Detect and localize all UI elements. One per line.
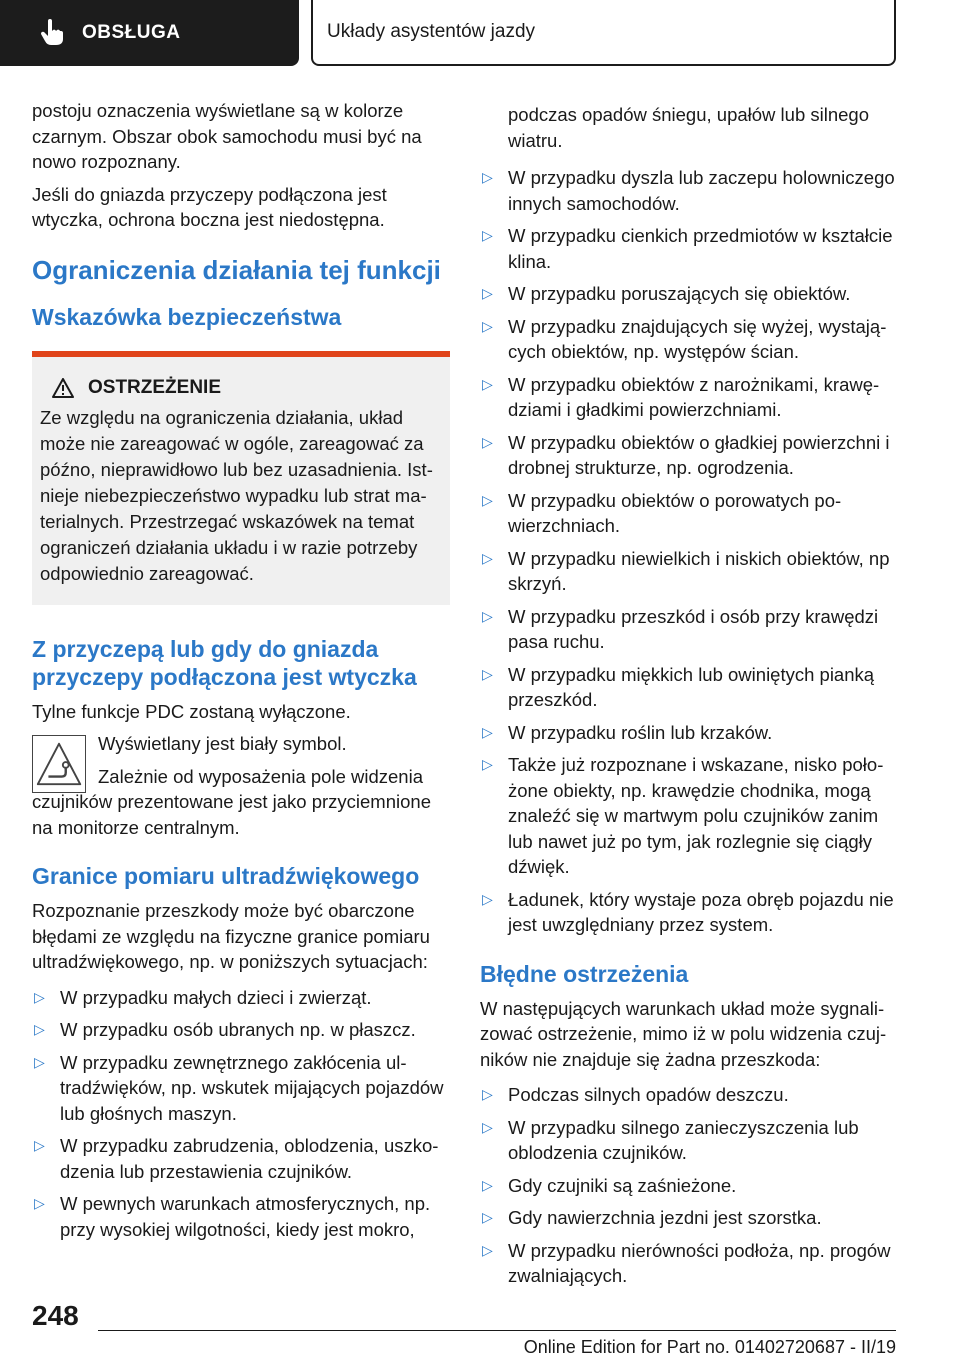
footer-divider bbox=[98, 1330, 896, 1331]
triangle-marker-icon: ▷ bbox=[482, 607, 493, 624]
ultrasonic-text: Rozpoznanie przeszkody może być obarczone błędami ze względu na fizyczne granice pomiaru ultradźwiękowego, np. w poniższych sytuacjach: bbox=[32, 900, 430, 972]
triangle-marker-icon: ▷ bbox=[482, 1241, 493, 1258]
symbol-text-2: Zależnie od wyposażenia pole widzenia czujników prezentowane jest jako przyciemnione na monitorze centralnym. bbox=[32, 765, 431, 838]
list-item: ▷ Ładunek, który wystaje poza obręb pojazdu nie jest uwzględniany przez system. bbox=[482, 888, 894, 935]
list-item: ▷ W przypadku silnego zanieczyszczenia lub oblodzenia czujników. bbox=[482, 1116, 859, 1163]
triangle-marker-icon: ▷ bbox=[34, 1137, 45, 1153]
list-item: ▷ Podczas silnych opadów deszczu. bbox=[480, 1082, 898, 1108]
false-warnings-text: W następujących warunkach układ może sygnalizować ostrzeżenie, mimo iż w polu widzenia czujników nie znajduje się żadna przeszkoda: bbox=[480, 997, 887, 1070]
list-item: ▷ W przypadku przeszkód i osób przy krawędzi pasa ruchu. bbox=[482, 605, 879, 652]
triangle-marker-icon: ▷ bbox=[482, 1209, 493, 1225]
chapter-title: Układy asystentów jazdy bbox=[311, 0, 896, 66]
list-item: ▷ W przypadku poruszających się obiektów. bbox=[480, 281, 898, 307]
list-item: ▷ W przypadku obiektów o porowatych powierzchniach. bbox=[482, 489, 842, 536]
triangle-marker-icon: ▷ bbox=[482, 1086, 493, 1102]
triangle-marker-icon: ▷ bbox=[482, 549, 493, 566]
triangle-marker-icon: ▷ bbox=[482, 317, 493, 334]
triangle-marker-icon: ▷ bbox=[482, 491, 493, 508]
list-item: ▷ Także już rozpoznane i wskazane, nisko położone obiekty, np. krawędzie chodnika, mogą znaleźć się w martwym polu czujników zanim lub nawet już po tym, jak rozlegnie się ciągły dźwięk. bbox=[482, 754, 884, 877]
continued-text: podczas opadów śniegu, upałów lub silnego wiatru. bbox=[508, 104, 870, 151]
triangle-marker-icon: ▷ bbox=[482, 285, 493, 301]
triangle-marker-icon: ▷ bbox=[34, 1021, 45, 1037]
list-item: ▷ W przypadku zewnętrznego zakłócenia ultradźwięków, np. wskutek mijających pojazdów lub głośnych maszyn. bbox=[34, 1051, 444, 1124]
list-item: ▷ W przypadku obiektów z narożnikami, krawędziami i gładkimi powierzchniami. bbox=[482, 373, 880, 420]
triangle-marker-icon: ▷ bbox=[482, 1176, 493, 1193]
heading-limits: Ograniczenia działania tej funkcji bbox=[32, 254, 441, 285]
triangle-marker-icon: ▷ bbox=[482, 1118, 493, 1135]
list-item: ▷ W przypadku obiektów o gładkiej powierzchni i drobnej strukturze, np. ogrodzenia. bbox=[482, 431, 890, 478]
section-title: OBSŁUGA bbox=[82, 22, 181, 43]
triangle-marker-icon: ▷ bbox=[482, 723, 493, 740]
false-warnings-list bbox=[480, 1082, 898, 1289]
warning-title: OSTRZEŻENIE bbox=[88, 376, 222, 398]
triangle-marker-icon: ▷ bbox=[482, 665, 493, 682]
list-item: ▷ W przypadku cienkich przedmiotów w kształcie klina. bbox=[482, 225, 893, 272]
hand-pointer-icon bbox=[40, 19, 64, 47]
list-item: ▷ W przypadku osób ubranych np. w płaszcz. bbox=[32, 1017, 450, 1043]
right-column bbox=[480, 102, 898, 1296]
warning-header bbox=[40, 377, 438, 399]
list-item: ▷ W przypadku małych dzieci i zwierząt. bbox=[32, 985, 450, 1011]
edition-text: Online Edition for Part no. 01402720687 - II/19 bbox=[523, 1337, 896, 1357]
triangle-marker-icon: ▷ bbox=[482, 433, 493, 450]
triangle-marker-icon: ▷ bbox=[482, 227, 493, 243]
list-item: ▷ W pewnych warunkach atmosferycznych, np. przy wysokiej wilgotności, kiedy jest mokro, bbox=[34, 1193, 431, 1240]
section-tab bbox=[0, 0, 299, 66]
warning-text: Ze względu na ograniczenia działania, układ może nie zareagować w ogóle, zareagować za późno, nieprawidłowo lub bez uzasadnienia. Istnieje niebezpieczeństwo wypadku lub strat materialnych. Przestrzegać wskazówek na temat ograniczeń działania układu i w razie potrzeby odpowiednio zareagować. bbox=[40, 406, 433, 584]
left-column bbox=[32, 98, 450, 1249]
page-header bbox=[0, 0, 960, 66]
trailer-text: Tylne funkcje PDC zostaną wyłączone. bbox=[32, 700, 351, 722]
intro-paragraph-2: Jeśli do gniazda przyczepy podłączona jest wtyczka, ochrona boczna jest niedostępna. bbox=[32, 183, 387, 230]
intro-paragraph-1: postoju oznaczenia wyświetlane są w kolorze czarnym. Obszar obok samochodu musi być na nowo rozpoznany. bbox=[32, 100, 422, 172]
list-item: ▷ W przypadku miękkich lub owiniętych pianką przeszkód. bbox=[482, 663, 875, 710]
heading-false-warnings: Błędne ostrzeżenia bbox=[480, 960, 689, 987]
heading-ultrasonic: Granice pomiaru ultradźwiękowego bbox=[32, 863, 420, 889]
list-item: ▷ W przypadku dyszla lub zaczepu holowniczego innych samochodów. bbox=[482, 167, 895, 214]
list-item: ▷ W przypadku nierówności podłoża, np. progów zwalniających. bbox=[482, 1239, 891, 1286]
list-item: ▷ W przypadku znajdujących się wyżej, wystających obiektów, np. występów ścian. bbox=[482, 315, 887, 362]
limits-list bbox=[480, 165, 898, 938]
warning-triangle-icon bbox=[52, 378, 74, 398]
heading-trailer: Z przyczepą lub gdy do gniazda przyczepy podłączona jest wtyczka bbox=[32, 635, 417, 690]
symbol-text-1: Wyświetlany jest biały symbol. bbox=[98, 733, 347, 754]
triangle-marker-icon: ▷ bbox=[482, 756, 493, 772]
list-item: ▷ Gdy czujniki są zaśnieżone. bbox=[480, 1173, 898, 1199]
list-item: ▷ W przypadku roślin lub krzaków. bbox=[480, 720, 898, 746]
list-item: ▷ W przypadku niewielkich i niskich obiektów, np skrzyń. bbox=[482, 547, 890, 594]
ultrasonic-list bbox=[32, 985, 450, 1243]
heading-safety: Wskazówka bezpieczeństwa bbox=[32, 303, 342, 330]
triangle-marker-icon: ▷ bbox=[34, 988, 45, 1005]
triangle-marker-icon: ▷ bbox=[482, 375, 493, 392]
triangle-marker-icon: ▷ bbox=[482, 169, 493, 185]
list-item: ▷ W przypadku zabrudzenia, oblodzenia, uszkodzenia lub przestawienia czujników. bbox=[34, 1135, 439, 1182]
triangle-marker-icon: ▷ bbox=[34, 1195, 45, 1211]
page-number: 248 bbox=[32, 1300, 79, 1331]
symbol-block bbox=[32, 731, 450, 840]
warning-box bbox=[32, 351, 450, 605]
triangle-marker-icon: ▷ bbox=[482, 890, 493, 907]
triangle-marker-icon: ▷ bbox=[34, 1053, 45, 1070]
trailer-hitch-symbol-icon bbox=[32, 735, 86, 793]
list-item: ▷ Gdy nawierzchnia jezdni jest szorstka. bbox=[480, 1205, 898, 1231]
